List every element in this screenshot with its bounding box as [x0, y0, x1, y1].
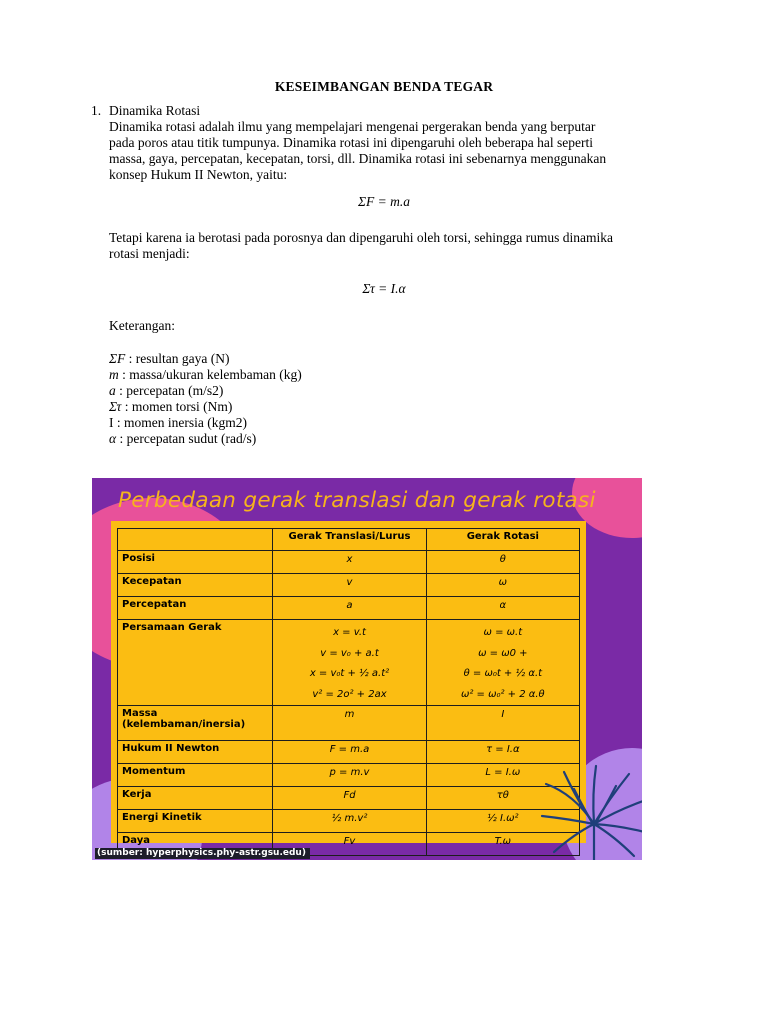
legend-text: : momen inersia (kgm2)	[113, 415, 247, 430]
section-number: 1.	[91, 103, 102, 118]
translasi-cell	[273, 620, 426, 706]
paragraph-line: Tetapi karena ia berotasi pada porosnya dan dipengaruhi oleh torsi, sehingga rumus dinamika	[109, 230, 614, 245]
legend-text: : percepatan sudut (rad/s)	[116, 431, 257, 446]
translasi-cell: Fv	[273, 833, 426, 856]
legend-item	[109, 431, 709, 447]
equation-line: x = v₀t + ½ a.t²	[309, 668, 390, 679]
table-header-row	[118, 529, 580, 551]
legend-item	[109, 367, 709, 383]
rotasi-cell	[426, 620, 579, 706]
translasi-cell: a	[273, 597, 426, 620]
equation-line: v² = 2o² + 2ax	[312, 688, 387, 700]
legend-item	[109, 399, 709, 415]
legend-item	[109, 415, 709, 431]
row-label: Daya	[118, 833, 273, 856]
header-cell	[118, 529, 273, 551]
legend-item	[109, 351, 709, 367]
paragraph-2	[109, 230, 709, 262]
translasi-cell: p = m.v	[273, 764, 426, 787]
equation-line: ω = ω.t	[483, 627, 523, 638]
rotasi-cell: τ = I.α	[426, 741, 579, 764]
equation-line: θ = ω₀t + ½ α.t	[463, 668, 543, 679]
header-cell: Gerak Rotasi	[426, 529, 579, 551]
legend-text: : massa/ukuran kelembaman (kg)	[118, 367, 302, 382]
legend-text: : percepatan (m/s2)	[115, 383, 224, 398]
legend-symbol: Στ	[109, 399, 122, 414]
rotasi-cell: ω	[426, 574, 579, 597]
table-row	[118, 620, 580, 706]
keterangan-label: Keterangan:	[109, 318, 175, 333]
translasi-cell: Fd	[273, 787, 426, 810]
table-row	[118, 574, 580, 597]
legend-symbol: I	[109, 415, 114, 430]
formula-rotation-dynamics: Στ = I.α	[362, 281, 406, 296]
infographic-title: Perbedaan gerak translasi dan gerak rotasi	[118, 488, 596, 513]
row-label: Persamaan Gerak	[118, 620, 273, 706]
rotasi-cell: τθ	[426, 787, 579, 810]
rotasi-cell: θ	[426, 551, 579, 574]
translasi-cell: v	[273, 574, 426, 597]
translasi-cell: ½ m.v²	[273, 810, 426, 833]
legend-list	[109, 351, 709, 447]
table-row	[118, 706, 580, 741]
equation-line: v = v₀ + a.t	[320, 647, 379, 659]
table-row	[118, 787, 580, 810]
source-caption: (sumber: hyperphysics.phy-astr.gsu.edu)	[95, 848, 310, 859]
row-label: Kerja	[118, 787, 273, 810]
table-row	[118, 741, 580, 764]
paragraph-line: konsep Hukum II Newton, yaitu:	[109, 167, 288, 182]
legend-text: : resultan gaya (N)	[125, 351, 230, 366]
section-heading: Dinamika Rotasi	[109, 103, 201, 118]
legend-symbol: ΣF	[109, 351, 126, 366]
paragraph-line: Dinamika rotasi adalah ilmu yang mempelajari mengenai pergerakan benda yang berputar	[109, 119, 596, 134]
translasi-cell: x	[273, 551, 426, 574]
equation-line: x = v.t	[333, 627, 366, 638]
translasi-cell: m	[273, 706, 426, 741]
table-row	[118, 597, 580, 620]
equation-line: ω = ω0 +	[478, 647, 528, 659]
legend-symbol: m	[109, 367, 119, 382]
paragraph-1	[109, 119, 689, 183]
equation-line: ω² = ω₀² + 2 α.θ	[460, 688, 545, 700]
row-label: Massa (kelembaman/inersia)	[118, 706, 273, 741]
paragraph-line: massa, gaya, percepatan, kecepatan, torsi, dll. Dinamika rotasi ini sebenarnya menggunakan	[109, 151, 607, 166]
legend-symbol: α	[109, 431, 117, 446]
palm-plant-icon	[534, 764, 642, 860]
paragraph-line: pada poros atau titik tumpunya. Dinamika rotasi ini dipengaruhi oleh beberapa hal seperti	[109, 135, 593, 150]
paragraph-line: rotasi menjadi:	[109, 246, 190, 261]
document-title: KESEIMBANGAN BENDA TEGAR	[274, 79, 494, 94]
row-label: Kecepatan	[118, 574, 273, 597]
row-label: Hukum II Newton	[118, 741, 273, 764]
comparison-infographic	[92, 478, 642, 860]
rotasi-cell: L = I.ω	[426, 764, 579, 787]
translasi-cell: F = m.a	[273, 741, 426, 764]
row-label: Posisi	[118, 551, 273, 574]
legend-item	[109, 383, 709, 399]
rotasi-cell: I	[426, 706, 579, 741]
formula-newton-2: ΣF = m.a	[357, 194, 410, 209]
row-label: Percepatan	[118, 597, 273, 620]
comparison-table	[117, 528, 580, 856]
table-row	[118, 764, 580, 787]
legend-symbol: a	[109, 383, 116, 398]
legend-text: : momen torsi (Nm)	[121, 399, 233, 414]
header-cell: Gerak Translasi/Lurus	[273, 529, 426, 551]
rotasi-cell: α	[426, 597, 579, 620]
table-row	[118, 551, 580, 574]
rotasi-cell: T.ω	[426, 833, 579, 856]
row-label: Momentum	[118, 764, 273, 787]
row-label: Energi Kinetik	[118, 810, 273, 833]
rotasi-cell: ½ I.ω²	[426, 810, 579, 833]
table-row	[118, 810, 580, 833]
